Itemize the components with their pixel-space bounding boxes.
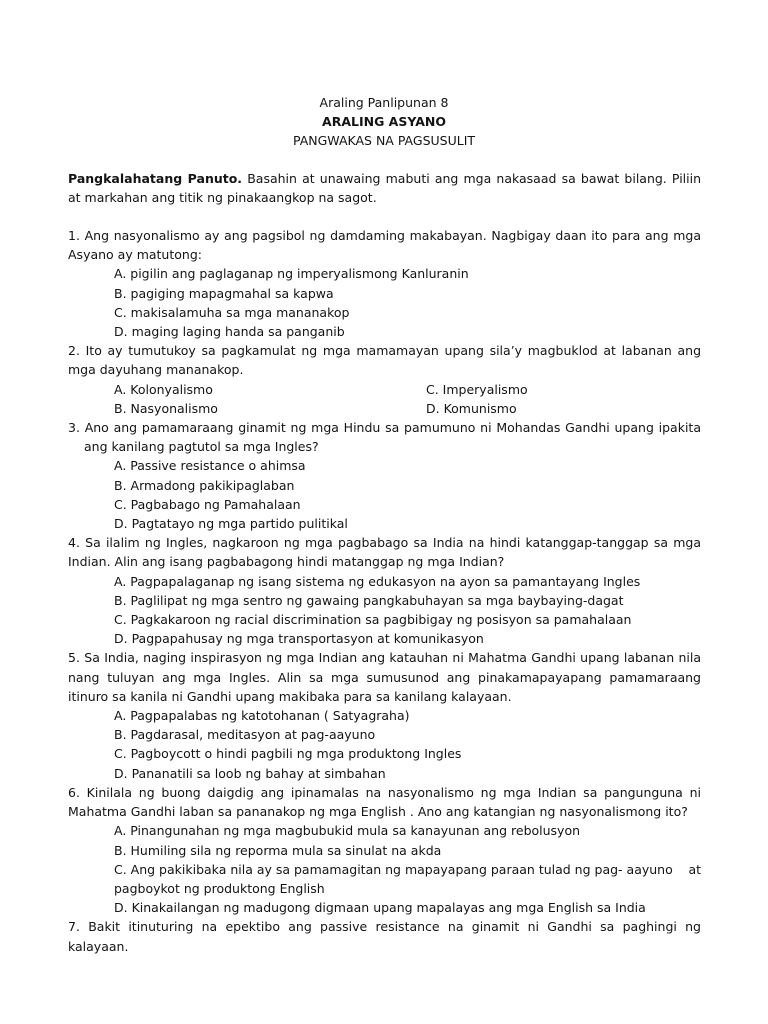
general-instructions	[68, 169, 701, 207]
choice-c: C. Pagkakaroon ng racial discrimination sa pagbibigay ng posisyon sa pamahalaan	[114, 612, 632, 628]
instructions-label: Pangkalahatang Panuto.	[68, 171, 243, 186]
choice-c-text: C. Ang pakikibaka nila ay sa pamamagitan ng mapayapang paraan tulad ng pag- aayuno	[114, 861, 673, 877]
question-5	[68, 648, 701, 782]
question-3	[68, 418, 701, 533]
question-stem: 1. Ang nasyonalismo ay ang pagsibol ng damdaming makabayan. Nagbigay daan ito para ang mga Asyano ay matutong:	[68, 228, 701, 263]
choice-row	[68, 380, 701, 399]
question-stem: 7. Bakit itinuturing na epektibo ang passive resistance na ginamit ni Gandhi sa paghingi ng kalayaan.	[68, 919, 701, 954]
choice-c-continuation: pagboykot ng produktong English	[114, 880, 325, 896]
choice-a: A. Passive resistance o ahimsa	[114, 458, 306, 474]
choice-c	[68, 860, 701, 879]
question-1	[68, 226, 701, 341]
choice-d: D. Pagtatayo ng mga partido pulitikal	[114, 516, 348, 532]
choice-a: A. Pinangunahan ng mga magbubukid mula sa kanayunan ang rebolusyon	[114, 823, 581, 839]
choice-b: B. Humiling sila ng reporma mula sa sinulat na akda	[114, 842, 442, 858]
choice-b: B. pagiging mapagmahal sa kapwa	[114, 285, 334, 301]
question-stem: 4. Sa ilalim ng Ingles, nagkaroon ng mga pagbabago sa India na hindi katanggap-tanggap sa mga Indian. Alin ang isang pagbabagong hindi matanggap ng mga Indian?	[68, 535, 701, 570]
choice-b: B. Paglilipat ng mga sentro ng gawaing pangkabuhayan sa mga baybaying-dagat	[114, 592, 624, 608]
choice-c: C. Imperyalismo	[426, 381, 528, 397]
question-4	[68, 533, 701, 648]
question-6	[68, 783, 701, 917]
document-header	[0, 93, 768, 151]
choice-a: A. pigilin ang paglaganap ng imperyalismong Kanluranin	[114, 266, 469, 282]
choice-d: D. Pananatili sa loob ng bahay at simbahan	[114, 765, 386, 781]
exam-name: PANGWAKAS NA PAGSUSULIT	[292, 133, 476, 149]
choice-b: B. Pagdarasal, meditasyon at pag-aayuno	[114, 727, 376, 743]
question-stem: 3. Ano ang pamamaraang ginamit ng mga Hindu sa pamumuno ni Mohandas Gandhi upang ipakita ang kanilang pagtutol sa mga Ingles?	[68, 420, 701, 455]
choice-a: A. Pagpapalaganap ng isang sistema ng edukasyon na ayon sa pamantayang Ingles	[114, 573, 641, 589]
choice-c-end: at	[688, 861, 701, 877]
choice-b: B. Nasyonalismo	[114, 400, 218, 416]
question-stem: 5. Sa India, naging inspirasyon ng mga Indian ang katauhan ni Mahatma Gandhi upang labanan nila nang tuluyan ang mga Ingles. Alin sa mga sumusunod ang pinakamapayapang pamamaraang itinuro sa kanila ni Gandhi upang makibaka para sa kanilang kalayaan.	[68, 650, 701, 704]
instructions-text: Basahin at unawaing mabuti ang mga nakasaad sa bawat bilang. Piliin at markahan ang titik ng pinakaangkop na sagot.	[68, 171, 702, 206]
question-stem: 2. Ito ay tumutukoy sa pagkamulat ng mga mamamayan upang sila’y magbuklod at labanan ang mga dayuhang mananakop.	[68, 343, 701, 378]
choice-d: D. Kinakailangan ng madugong digmaan upang mapalayas ang mga English sa India	[114, 900, 646, 916]
choice-d: D. Pagpapahusay ng mga transportasyon at komunikasyon	[114, 631, 484, 647]
document-title: ARALING ASYANO	[322, 114, 446, 130]
question-stem: 6. Kinilala ng buong daigdig ang ipinamalas na nasyonalismo ng mga Indian sa pangunguna ni Mahatma Gandhi laban sa pananakop ng mga English . Ano ang katangian ng nasyonalismong ito?	[68, 784, 701, 820]
choice-a: A. Pagpapalabas ng katotohanan ( Satyagraha)	[114, 708, 410, 724]
choice-d: D. maging laging handa sa panganib	[114, 324, 345, 340]
question-list	[68, 226, 701, 956]
choice-c: C. makisalamuha sa mga mananakop	[114, 304, 350, 320]
choice-a: A. Kolonyalismo	[114, 381, 213, 397]
question-7	[68, 917, 701, 955]
choice-b: B. Armadong pakikipaglaban	[114, 477, 295, 493]
choice-c: C. Pagboycott o hindi pagbili ng mga produktong Ingles	[114, 746, 462, 762]
subject-line: Araling Panlipunan 8	[319, 95, 449, 110]
choice-row	[68, 399, 701, 418]
choice-d: D. Komunismo	[426, 400, 517, 416]
question-2	[68, 341, 701, 418]
choice-c: C. Pagbabago ng Pamahalaan	[114, 496, 301, 512]
